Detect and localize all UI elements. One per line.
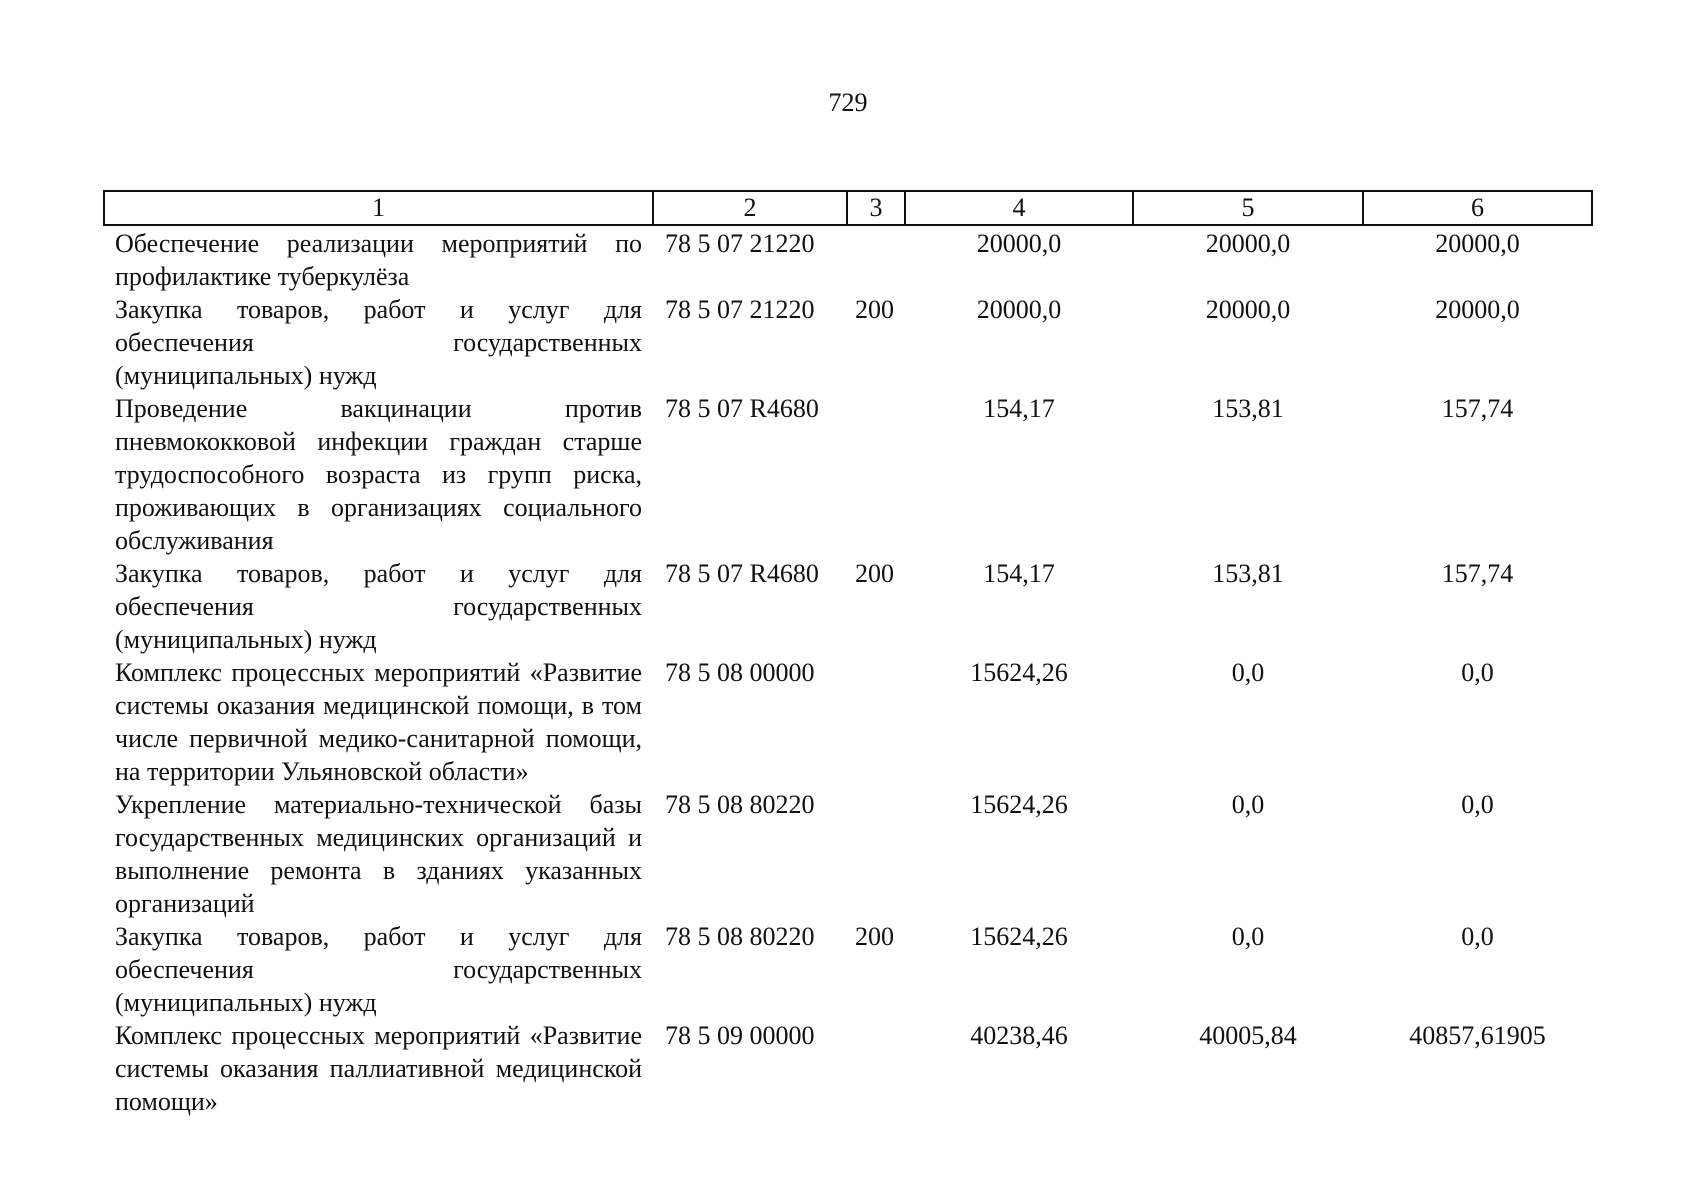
amount-col6-cell: 157,74 <box>1441 559 1514 588</box>
expense-type-code-cell <box>847 392 905 557</box>
target-article-code-cell: 78 5 09 00000 <box>665 1021 815 1050</box>
table-row <box>104 920 1592 1019</box>
target-article-code-cell: 78 5 08 80220 <box>665 922 815 951</box>
target-article-code-cell: 78 5 07 21220 <box>665 229 815 258</box>
table-row <box>104 392 1592 557</box>
column-header-3: 3 <box>847 191 905 225</box>
column-header-2: 2 <box>653 191 847 225</box>
column-header-4: 4 <box>905 191 1133 225</box>
amount-col5-cell: 0,0 <box>1231 922 1265 951</box>
amount-col4-cell: 20000,0 <box>976 229 1062 258</box>
amount-col4-cell: 15624,26 <box>970 790 1068 819</box>
amount-col6-cell: 157,74 <box>1441 394 1514 423</box>
expense-type-code-cell: 200 <box>855 922 894 951</box>
amount-col5-cell: 153,81 <box>1212 394 1284 423</box>
table-row <box>104 225 1592 293</box>
amount-col6-cell: 20000,0 <box>1435 295 1520 324</box>
amount-col6-cell: 0,0 <box>1461 658 1494 687</box>
row-name-cell: Обеспечение реализации мероприятий по профилактике туберкулёза <box>115 229 642 291</box>
row-name-cell: Закупка товаров, работ и услуг для обеспечения государственных (муниципальных) нужд <box>115 559 642 654</box>
table-row <box>104 788 1592 920</box>
row-name-cell: Закупка товаров, работ и услуг для обеспечения государственных (муниципальных) нужд <box>115 295 642 390</box>
row-name-cell: Закупка товаров, работ и услуг для обеспечения государственных (муниципальных) нужд <box>115 922 642 1017</box>
amount-col5-cell: 0,0 <box>1231 790 1265 819</box>
amount-col4-cell: 154,17 <box>983 394 1055 423</box>
amount-col5-cell: 40005,84 <box>1199 1021 1297 1050</box>
table-row <box>104 1019 1592 1118</box>
table-header-row <box>104 191 1592 225</box>
amount-col4-cell: 15624,26 <box>970 922 1068 951</box>
amount-col4-cell: 15624,26 <box>970 658 1068 687</box>
expense-type-code-cell <box>847 788 905 920</box>
target-article-code-cell: 78 5 07 R4680 <box>665 559 819 588</box>
target-article-code-cell: 78 5 07 R4680 <box>665 394 819 423</box>
page-number: 729 <box>828 88 868 117</box>
amount-col6-cell: 0,0 <box>1461 790 1494 819</box>
budget-table <box>103 190 1593 1118</box>
amount-col6-cell: 0,0 <box>1461 922 1494 951</box>
amount-col5-cell: 0,0 <box>1231 658 1265 687</box>
target-article-code-cell: 78 5 08 80220 <box>665 790 815 819</box>
expense-type-code-cell <box>847 225 905 293</box>
expense-type-code-cell <box>847 656 905 788</box>
amount-col4-cell: 40238,46 <box>970 1021 1068 1050</box>
target-article-code-cell: 78 5 07 21220 <box>665 295 815 324</box>
amount-col6-cell: 20000,0 <box>1435 229 1520 258</box>
expense-type-code-cell: 200 <box>855 295 894 324</box>
table-row <box>104 557 1592 656</box>
row-name-cell: Комплекс процессных мероприятий «Развитие системы оказания паллиативной медицинской помощи» <box>115 1021 642 1116</box>
column-header-6: 6 <box>1363 191 1592 225</box>
row-name-cell: Комплекс процессных мероприятий «Развитие системы оказания медицинской помощи, в том числе первичной медико-санитарной помощи, на территории Ульяновской области» <box>115 658 642 786</box>
row-name-cell: Укрепление материально-технической базы государственных медицинских организаций и выполнение ремонта в зданиях указанных организаций <box>115 790 642 918</box>
amount-col5-cell: 20000,0 <box>1205 229 1291 258</box>
amount-col5-cell: 20000,0 <box>1205 295 1291 324</box>
table-row <box>104 656 1592 788</box>
table-row <box>104 293 1592 392</box>
amount-col5-cell: 153,81 <box>1212 559 1284 588</box>
amount-col6-cell: 40857,61905 <box>1409 1021 1546 1050</box>
target-article-code-cell: 78 5 08 00000 <box>665 658 815 687</box>
amount-col4-cell: 20000,0 <box>976 295 1062 324</box>
column-header-5: 5 <box>1133 191 1363 225</box>
amount-col4-cell: 154,17 <box>983 559 1055 588</box>
expense-type-code-cell <box>847 1019 905 1118</box>
expense-type-code-cell: 200 <box>855 559 894 588</box>
row-name-cell: Проведение вакцинации против пневмококковой инфекции граждан старше трудоспособного возраста из групп риска, проживающих в организациях социального обслуживания <box>115 394 642 555</box>
column-header-1: 1 <box>104 191 653 225</box>
